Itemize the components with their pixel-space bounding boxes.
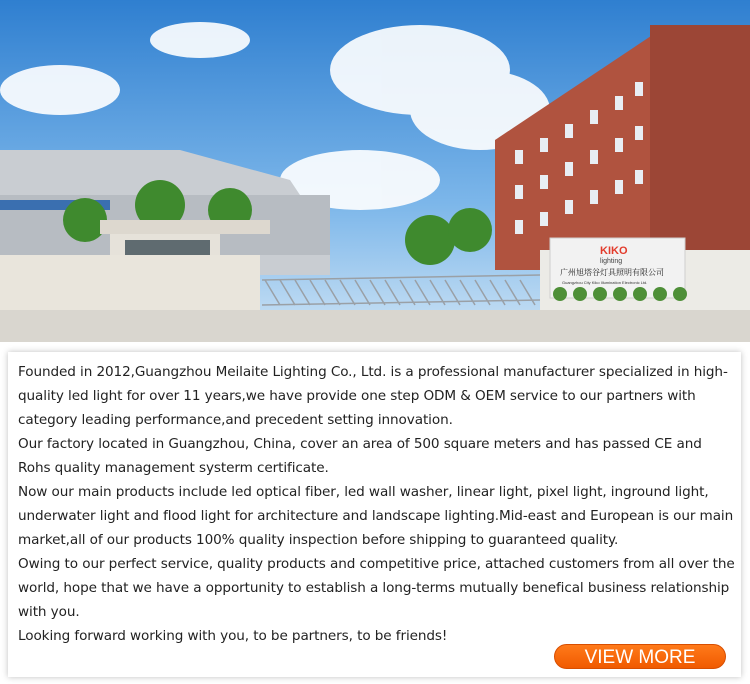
view-more-button[interactable]: VIEW MORE — [554, 644, 726, 669]
driveway — [0, 310, 750, 342]
boundary-wall — [0, 255, 260, 315]
about-paragraph: Looking forward working with you, to be partners, to be friends! — [18, 628, 448, 644]
company-description — [18, 360, 736, 648]
about-paragraph: Now our main products include led optical fiber, led wall washer, linear light, pixel light, inground light, underwater light and flood light for architecture and landscape lighting.Mid-east and European is our main market,all of our products 100% quality inspection before shipping to guaranteed quality. — [18, 484, 734, 548]
about-paragraph: Founded in 2012,Guangzhou Meilaite Lighting Co., Ltd. is a professional manufacturer specialized in high-quality led light for over 11 years,we have provide one step ODM & OEM service to our partners with category leading performance,and precedent setting innovation. — [18, 364, 728, 428]
sign-sub: lighting — [600, 258, 623, 265]
about-paragraph: Our factory located in Guangzhou, China, cover an area of 500 square meters and has passed CE and Rohs quality management systerm certificate. — [18, 436, 702, 476]
sign-english-name: Guangzhou City Kiko Illumination Electronic Ltd. — [562, 280, 648, 285]
about-panel — [8, 352, 741, 677]
sign-brand: KIKO — [600, 245, 628, 257]
about-paragraph: Owing to our perfect service, quality products and competitive price, attached customers from all over the world, hope that we have a opportunity to establish a long-terms mutually benefical business relationship with you. — [18, 556, 735, 620]
sign-chinese-name: 广州旭塔谷灯具照明有限公司 — [560, 268, 664, 277]
